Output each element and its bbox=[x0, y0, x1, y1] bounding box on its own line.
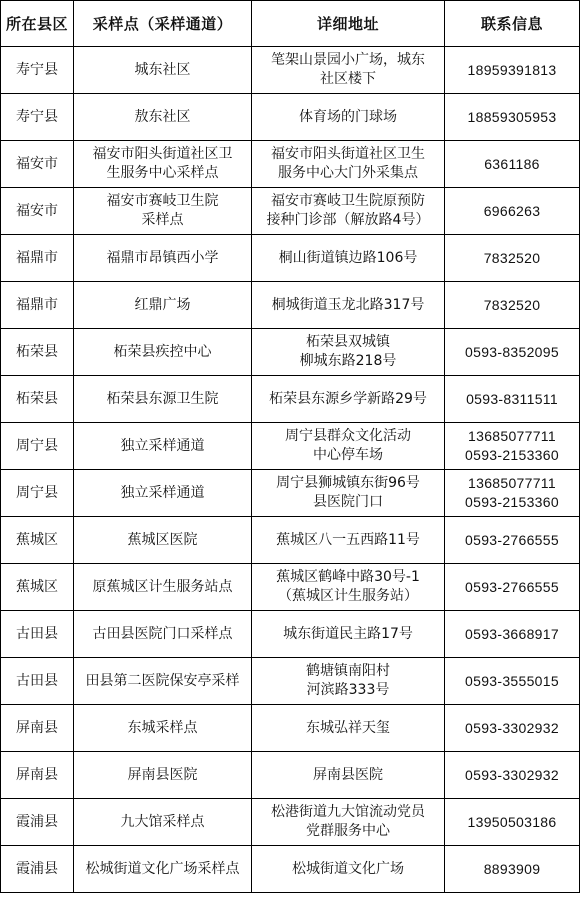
site-cell: 福安市阳头街道社区卫 生服务中心采样点 bbox=[74, 141, 252, 188]
address-cell: 屏南县医院 bbox=[252, 752, 445, 799]
header-contact: 联系信息 bbox=[445, 1, 580, 47]
contact-cell: 0593-3302932 bbox=[445, 705, 580, 752]
county-cell: 柘荣县 bbox=[1, 329, 74, 376]
header-county: 所在县区 bbox=[1, 1, 74, 47]
table-row bbox=[1, 470, 580, 517]
table-row bbox=[1, 329, 580, 376]
address-cell: 松城街道文化广场 bbox=[252, 846, 445, 893]
county-cell: 古田县 bbox=[1, 658, 74, 705]
site-cell: 柘荣县东源卫生院 bbox=[74, 376, 252, 423]
address-cell: 福安市阳头街道社区卫生 服务中心大门外采集点 bbox=[252, 141, 445, 188]
county-cell: 古田县 bbox=[1, 611, 74, 658]
contact-cell: 7832520 bbox=[445, 235, 580, 282]
table-header bbox=[1, 1, 580, 47]
contact-cell: 0593-8311511 bbox=[445, 376, 580, 423]
contact-cell: 0593-2766555 bbox=[445, 564, 580, 611]
contact-cell: 18859305953 bbox=[445, 94, 580, 141]
county-cell: 福安市 bbox=[1, 141, 74, 188]
table-row bbox=[1, 47, 580, 94]
table-row bbox=[1, 846, 580, 893]
address-cell: 桐山街道镇边路106号 bbox=[252, 235, 445, 282]
county-cell: 屏南县 bbox=[1, 752, 74, 799]
county-cell: 蕉城区 bbox=[1, 564, 74, 611]
table-row bbox=[1, 564, 580, 611]
site-cell: 松城街道文化广场采样点 bbox=[74, 846, 252, 893]
header-address: 详细地址 bbox=[252, 1, 445, 47]
site-cell: 柘荣县疾控中心 bbox=[74, 329, 252, 376]
county-cell: 霞浦县 bbox=[1, 846, 74, 893]
contact-cell: 6361186 bbox=[445, 141, 580, 188]
contact-cell: 0593-3555015 bbox=[445, 658, 580, 705]
contact-cell: 13950503186 bbox=[445, 799, 580, 846]
table-row bbox=[1, 752, 580, 799]
table-row bbox=[1, 235, 580, 282]
site-cell: 红鼎广场 bbox=[74, 282, 252, 329]
site-cell: 原蕉城区计生服务站点 bbox=[74, 564, 252, 611]
address-cell: 蕉城区鹤峰中路30号-1 （蕉城区计生服务站） bbox=[252, 564, 445, 611]
address-cell: 柘荣县双城镇 柳城东路218号 bbox=[252, 329, 445, 376]
address-cell: 体育场的门球场 bbox=[252, 94, 445, 141]
contact-cell: 13685077711 0593-2153360 bbox=[445, 470, 580, 517]
table-row bbox=[1, 188, 580, 235]
county-cell: 蕉城区 bbox=[1, 517, 74, 564]
site-cell: 东城采样点 bbox=[74, 705, 252, 752]
address-cell: 福安市赛岐卫生院原预防 接种门诊部（解放路4号） bbox=[252, 188, 445, 235]
table-row bbox=[1, 517, 580, 564]
contact-cell: 18959391813 bbox=[445, 47, 580, 94]
address-cell: 松港街道九大馆流动党员 党群服务中心 bbox=[252, 799, 445, 846]
contact-cell: 0593-3668917 bbox=[445, 611, 580, 658]
site-cell: 城东社区 bbox=[74, 47, 252, 94]
site-cell: 福鼎市昂镇西小学 bbox=[74, 235, 252, 282]
county-cell: 寿宁县 bbox=[1, 94, 74, 141]
county-cell: 屏南县 bbox=[1, 705, 74, 752]
table-row bbox=[1, 94, 580, 141]
address-cell: 鹤塘镇南阳村 河滨路333号 bbox=[252, 658, 445, 705]
address-cell: 东城弘祥天玺 bbox=[252, 705, 445, 752]
site-cell: 屏南县医院 bbox=[74, 752, 252, 799]
address-cell: 笔架山景园小广场，城东 社区楼下 bbox=[252, 47, 445, 94]
address-cell: 周宁县狮城镇东街96号 县医院门口 bbox=[252, 470, 445, 517]
table-row bbox=[1, 141, 580, 188]
site-cell: 蕉城区医院 bbox=[74, 517, 252, 564]
site-cell: 古田县医院门口采样点 bbox=[74, 611, 252, 658]
table-row bbox=[1, 705, 580, 752]
table-row bbox=[1, 658, 580, 705]
site-cell: 福安市赛岐卫生院 采样点 bbox=[74, 188, 252, 235]
site-cell: 独立采样通道 bbox=[74, 470, 252, 517]
header-row bbox=[1, 1, 580, 47]
address-cell: 桐城街道玉龙北路317号 bbox=[252, 282, 445, 329]
contact-cell: 6966263 bbox=[445, 188, 580, 235]
address-cell: 柘荣县东源乡学新路29号 bbox=[252, 376, 445, 423]
contact-cell: 8893909 bbox=[445, 846, 580, 893]
table-row bbox=[1, 423, 580, 470]
address-cell: 蕉城区八一五西路11号 bbox=[252, 517, 445, 564]
contact-cell: 0593-2766555 bbox=[445, 517, 580, 564]
county-cell: 福鼎市 bbox=[1, 235, 74, 282]
table-row bbox=[1, 376, 580, 423]
county-cell: 周宁县 bbox=[1, 423, 74, 470]
site-cell: 独立采样通道 bbox=[74, 423, 252, 470]
table-body bbox=[1, 47, 580, 893]
address-cell: 周宁县群众文化活动 中心停车场 bbox=[252, 423, 445, 470]
table-row bbox=[1, 282, 580, 329]
county-cell: 福安市 bbox=[1, 188, 74, 235]
contact-cell: 7832520 bbox=[445, 282, 580, 329]
table-row bbox=[1, 799, 580, 846]
county-cell: 柘荣县 bbox=[1, 376, 74, 423]
county-cell: 霞浦县 bbox=[1, 799, 74, 846]
county-cell: 寿宁县 bbox=[1, 47, 74, 94]
county-cell: 福鼎市 bbox=[1, 282, 74, 329]
site-cell: 九大馆采样点 bbox=[74, 799, 252, 846]
address-cell: 城东街道民主路17号 bbox=[252, 611, 445, 658]
site-cell: 田县第二医院保安亭采样 bbox=[74, 658, 252, 705]
site-cell: 敖东社区 bbox=[74, 94, 252, 141]
contact-cell: 0593-3302932 bbox=[445, 752, 580, 799]
contact-cell: 13685077711 0593-2153360 bbox=[445, 423, 580, 470]
county-cell: 周宁县 bbox=[1, 470, 74, 517]
table-row bbox=[1, 611, 580, 658]
header-site: 采样点（采样通道） bbox=[74, 1, 252, 47]
contact-cell: 0593-8352095 bbox=[445, 329, 580, 376]
